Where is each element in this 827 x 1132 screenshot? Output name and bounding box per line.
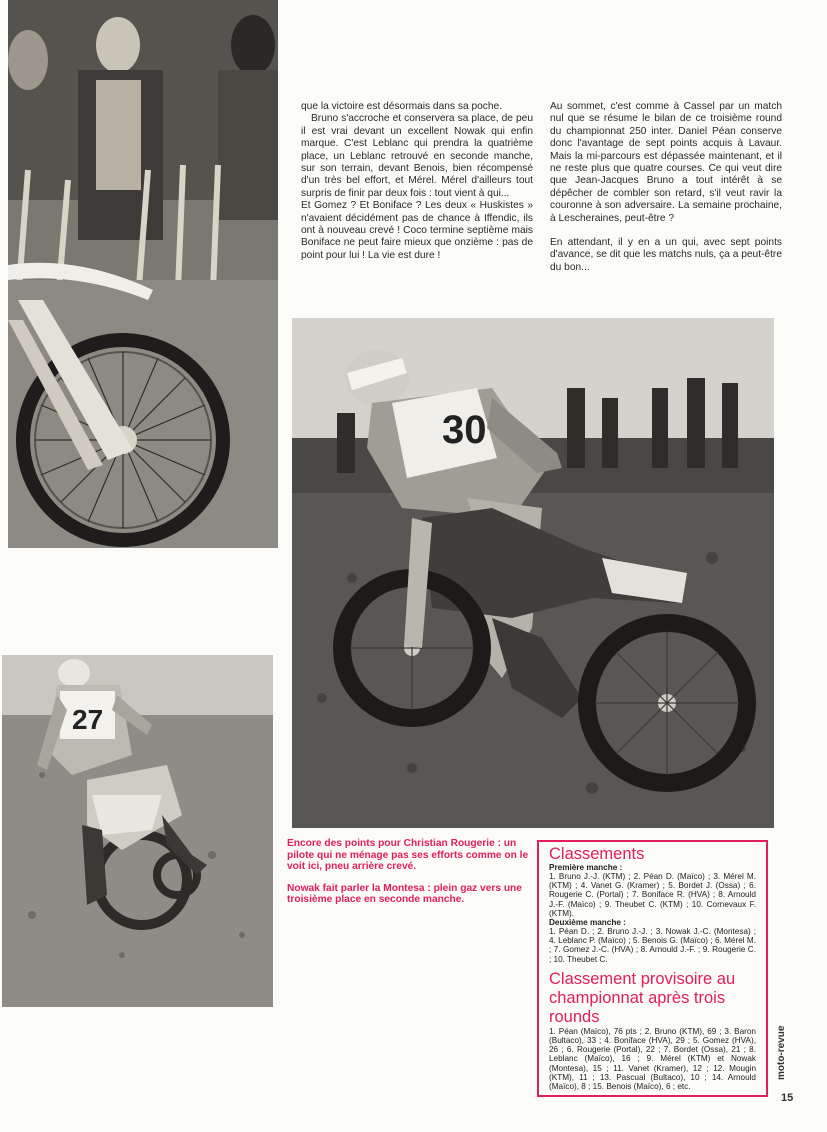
- paragraph: En attendant, il y en a un qui, avec sept points d'avance, se dit que les matchs nuls, ça a peut-être du bon...: [550, 237, 782, 273]
- caption-rougerie: Encore des points pour Christian Rougerie : un pilote qui ne ménage pas ses efforts comme on le voit ici, pneu arrière crevé.: [287, 838, 529, 873]
- caption-nowak: Nowak fait parler la Montesa : plein gaz vers une troisième place en seconde manche.: [287, 882, 522, 906]
- photo-spectators-front-wheel: [8, 0, 278, 548]
- first-heat-label: Première manche :: [549, 863, 623, 872]
- results-box: [537, 840, 768, 1097]
- rider-number-30: 30: [442, 408, 487, 452]
- photo-captions: [287, 838, 532, 916]
- photo-rider-27: [2, 655, 273, 1007]
- standings-title: Classement provisoire au championnat après trois rounds: [549, 969, 736, 1026]
- rider-number-27: 27: [72, 704, 104, 735]
- second-heat-label: Deuxième manche :: [549, 918, 626, 928]
- article-column-middle: [301, 101, 533, 262]
- paragraph: Bruno s'accroche et conservera sa place, de peu il est vrai devant un excellent Nowak qui enfin marque. C'est Leblanc qui prendra la quatrième place, un Leblanc retrouvé en seconde manche, sur son terrain, devant Benois, bien récompensé d'un très bel effort, et Mérel. Mérel d'ailleurs tout surpris de finir par deux fois : tout vient à qui...: [301, 113, 533, 199]
- paragraph: Et Gomez ? Et Boniface ? Les deux « Huskistes » n'avaient décidément pas de chance à Iffendic, ils ont à nouveau crevé ! Coco termine septième mais Boniface ne peut faire mieux que onzième : pas de point pour lui ! La vie est dure !: [301, 200, 533, 261]
- article-column-right: [550, 101, 782, 274]
- page-number: 15: [781, 1092, 794, 1104]
- paragraph: Au sommet, c'est comme à Cassel par un match nul que se résume le bilan de ce troisième round du championnat 250 inter. Daniel Péan conserve donc l'avantage de sept points acquis à Lavaur. Mais la mi-parcours est dépassée maintenant, et il ne reste plus que quatre courses. Ce qui veut dire que Jean-Jacques Bruno a tout intérêt à se dépêcher de combler son retard, s'il veut ravir la couronne à son adversaire. La semaine prochaine, à Lescheraines, peut-être ?: [550, 101, 782, 224]
- standings-results: 1. Péan (Maïco), 76 pts ; 2. Bruno (KTM), 69 ; 3. Baron (Bultaco), 33 ; 4. Boniface (HVA), 29 ; 5. Gomez (HVA), 26 ; 6. Rougerie (Portal), 22 ; 7. Bordet (Ossa), 21 ; 8. Leblanc (Maïco), 16 ; 9. Mérel (KTM) et Nowak (Montesa), 15 ; 11. Vanet (Kramer), 12 ; 12. Mougin (KTM), 11 ; 13. Pascual (Bultaco), 10 ; 14. Arnould (Maïco), 8 ; 15. Benois (Maïco), 6 ; etc.: [549, 1026, 756, 1092]
- first-heat-results: 1. Bruno J.-J. (KTM) ; 2. Péan D. (Maïco) ; 3. Mérel M. (KTM) ; 4. Vanet G. (Kramer) ; 5. Bordet J. (Ossa) ; 6. Rougerie C. (Portal) ; 7. Boniface R. (HVA) ; 8. Arnould J.-F. (Maïco) ; 9. Theubet C. (KTM) ; 10. Cornevaux F. (KTM).: [549, 872, 756, 918]
- photo-rider-30-main: [292, 318, 774, 828]
- results-title: Classements: [549, 845, 645, 863]
- magazine-name: moto-revue: [776, 1025, 787, 1080]
- paragraph: que la victoire est désormais dans sa poche.: [301, 101, 503, 112]
- second-heat-results: 1. Péan D. ; 2. Bruno J.-J. ; 3. Nowak J.-C. (Montesa) ; 4. Leblanc P. (Maïco) ; 5. Benois G. (Maïco) ; 6. Mérel M. ; 7. Gomez J.-C. (HVA) ; 8. Arnould J.-F. ; 9. Rougerie C. ; 10. Theubet C.: [549, 927, 756, 964]
